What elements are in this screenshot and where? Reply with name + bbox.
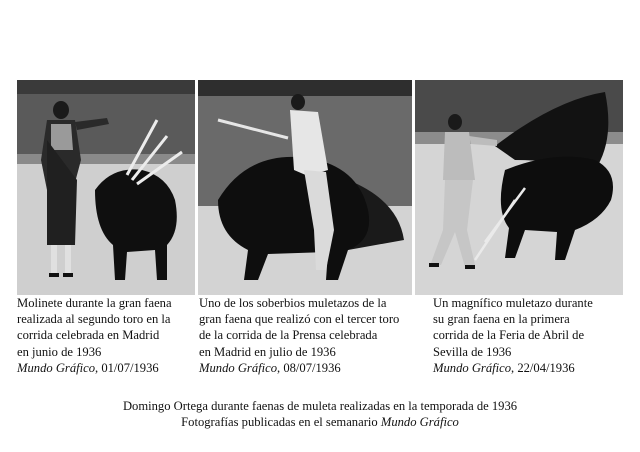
photo-molinete — [17, 80, 195, 295]
caption-line: Molinete durante la gran faena — [17, 296, 172, 310]
footer-publication: Mundo Gráfico — [380, 415, 459, 429]
footer-credit — [0, 414, 640, 431]
caption-line: Uno de los soberbios muletazos de la — [199, 296, 387, 310]
caption-line: su gran faena en la primera — [433, 312, 570, 327]
caption-line: corrida de la Feria de Abril de — [433, 328, 585, 343]
bullfight-photo-2 — [198, 80, 412, 295]
caption-photo-2 — [199, 295, 399, 376]
caption-line: realizada al segundo toro en la — [17, 312, 171, 327]
caption-source-line — [199, 360, 399, 376]
source-date: , 22/04/1936 — [511, 360, 575, 375]
source-date: , 01/07/1936 — [95, 360, 159, 375]
source-name: Mundo Gráfico — [433, 360, 512, 375]
footer-credit-text: Fotografías publicadas en el semanario — [181, 415, 381, 429]
caption-line: gran faena que realizó con el tercer toro — [199, 312, 400, 327]
photo-sevilla — [415, 80, 623, 295]
caption-source-line — [17, 360, 172, 376]
caption-line: corrida celebrada en Madrid — [17, 328, 160, 343]
caption-line: de la corrida de la Prensa celebrada — [199, 328, 378, 343]
source-name: Mundo Gráfico — [17, 360, 96, 375]
bullfight-photo-3 — [415, 80, 623, 295]
caption-line: Sevilla de 1936 — [433, 344, 512, 359]
caption-source-line — [433, 360, 593, 376]
caption-line: en Madrid en julio de 1936 — [199, 344, 336, 359]
caption-line: en junio de 1936 — [17, 344, 102, 359]
source-name: Mundo Gráfico — [199, 360, 278, 375]
footer-title: Domingo Ortega durante faenas de muleta realizadas en la temporada de 1936 — [122, 399, 518, 413]
caption-photo-3 — [433, 295, 593, 376]
bullfight-photo-1 — [17, 80, 195, 295]
caption-line: Un magnífico muletazo durante — [433, 296, 593, 310]
caption-photo-1 — [17, 295, 172, 376]
photo-prensa — [198, 80, 412, 295]
source-date: , 08/07/1936 — [277, 360, 341, 375]
